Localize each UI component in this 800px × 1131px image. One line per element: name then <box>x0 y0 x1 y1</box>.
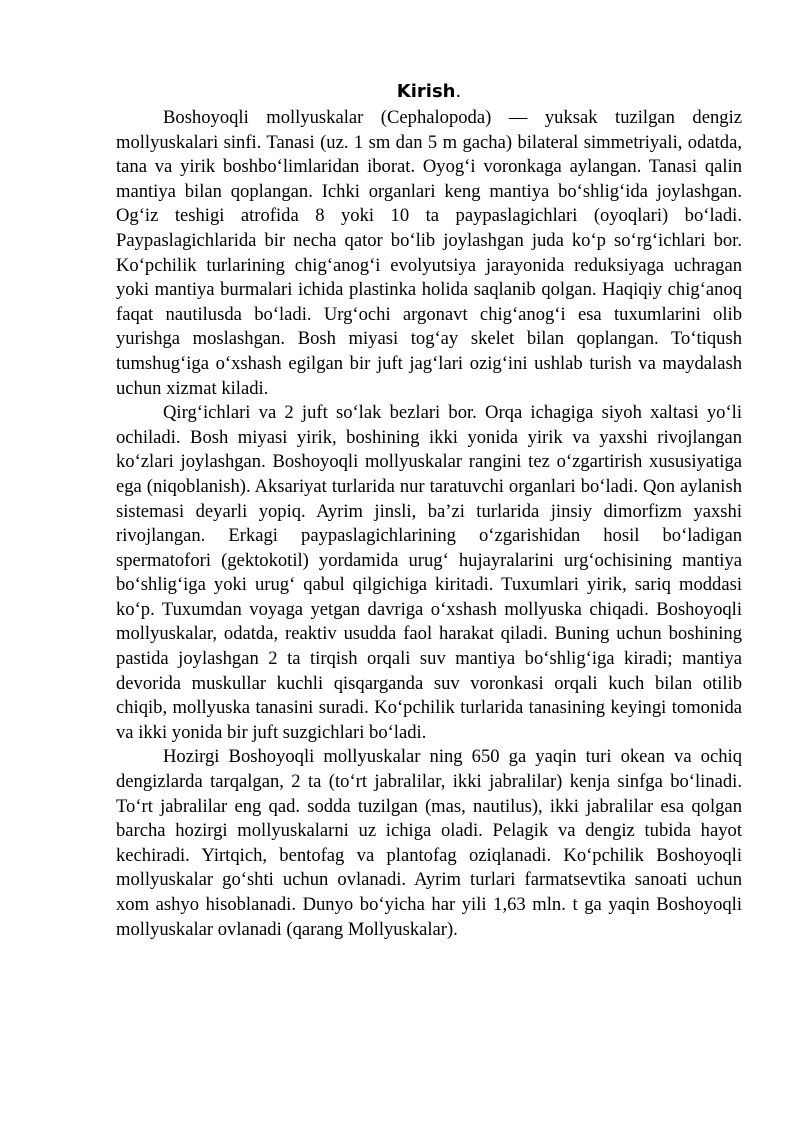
title-text: Kirish <box>396 81 456 102</box>
paragraph-3: Hozirgi Boshoyoqli mollyuskalar ning 650 ga yaqin turi okean va ochiq dengizlarda tarqalgan, 2 ta (toʻrt jabralilar, ikki jabralilar) kenja sinfga boʻlinadi. Toʻrt jabralilar eng qad. sodda tuzilgan (mas, nautilus), ikki jabralilar esa qolgan barcha hozirgi mollyuskalarni uz ichiga oladi. Pelagik va dengiz tubida hayot kechiradi. Yirtqich, bentofag va plantofag oziqlanadi. Koʻpchilik Boshoyoqli mollyuskalar goʻshti uchun ovlanadi. Ayrim turlari farmatsevtika sanoati uchun xom ashyo hisoblanadi. Dunyo boʻyicha har yili 1,63 mln. t ga yaqin Boshoyoqli mollyuskalar ovlanadi (qarang Mollyuskalar). <box>116 746 742 940</box>
paragraph-1: Boshoyoqli mollyuskalar (Cephalopoda) — yuksak tuzilgan dengiz mollyuskalari sinfi. Tanasi (uz. 1 sm dan 5 m gacha) bilateral simmetriyali, odatda, tana va yirik boshboʻlimlaridan iborat. Oyogʻi voronkaga aylangan. Tanasi qalin mantiya bilan qoplangan. Ichki organlari keng mantiya boʻshligʻida joylashgan. Ogʻiz teshigi atrofida 8 yoki 10 ta paypaslagichlari (oyoqlari) boʻladi. Paypaslagichlarida bir necha qator boʻlib joylashgan juda koʻp soʻrgʻichlari bor. Koʻpchilik turlarining chigʻanogʻi evolyutsiya jarayonida reduksiyaga uchragan yoki mantiya burmalari ichida plastinka holida saqlanib qolgan. Haqiqiy chigʻanoq faqat nautilusda boʻladi. Urgʻochi argonavt chigʻanogʻi esa tuxumlarini olib yurishga moslashgan. Bosh miyasi togʻay skelet bilan qoplangan. Toʻtiqush tumshugʻiga oʻxshash egilgan bir juft jagʻlari ozigʻini ushlab turish va maydalash uchun xizmat kiladi. <box>116 107 742 399</box>
document-title <box>116 79 742 105</box>
paragraph-2: Qirgʻichlari va 2 juft soʻlak bezlari bor. Orqa ichagiga siyoh xaltasi yoʻli ochiladi. Bosh miyasi yirik, boshining ikki yonida yirik va yaxshi rivojlangan koʻzlari joylashgan. Boshoyoqli mollyuskalar rangini tez oʻzgartirish xususiyatiga ega (niqoblanish). Aksariyat turlarida nur taratuvchi organlari boʻladi. Qon aylanish sistemasi deyarli yopiq. Ayrim jinsli, baʼzi turlarida jinsiy dimorfizm yaxshi rivojlangan. Erkagi paypaslagichlarining oʻzgarishidan hosil boʻladigan spermatofori (gektokotil) yordamida urugʻ hujayralarini urgʻochisining mantiya boʻshligʻiga yoki urugʻ qabul qilgichiga kiritadi. Tuxumlari yirik, sariq moddasi koʻp. Tuxumdan voyaga yetgan davriga oʻxshash mollyuska chiqadi. Boshoyoqli mollyuskalar, odatda, reaktiv usudda faol harakat qiladi. Buning uchun boshining pastida joylashgan 2 ta tirqish orqali suv mantiya boʻshligʻiga kiradi; mantiya devorida muskullar kuchli qisqarganda suv voronkasi orqali kuch bilan otilib chiqib, mollyuska tanasini suradi. Koʻpchilik turlarida tanasining keyingi tomonida va ikki yonida bir juft suzgichlari boʻladi. <box>116 402 742 743</box>
title-period: . <box>455 81 462 102</box>
document-page <box>116 79 742 942</box>
